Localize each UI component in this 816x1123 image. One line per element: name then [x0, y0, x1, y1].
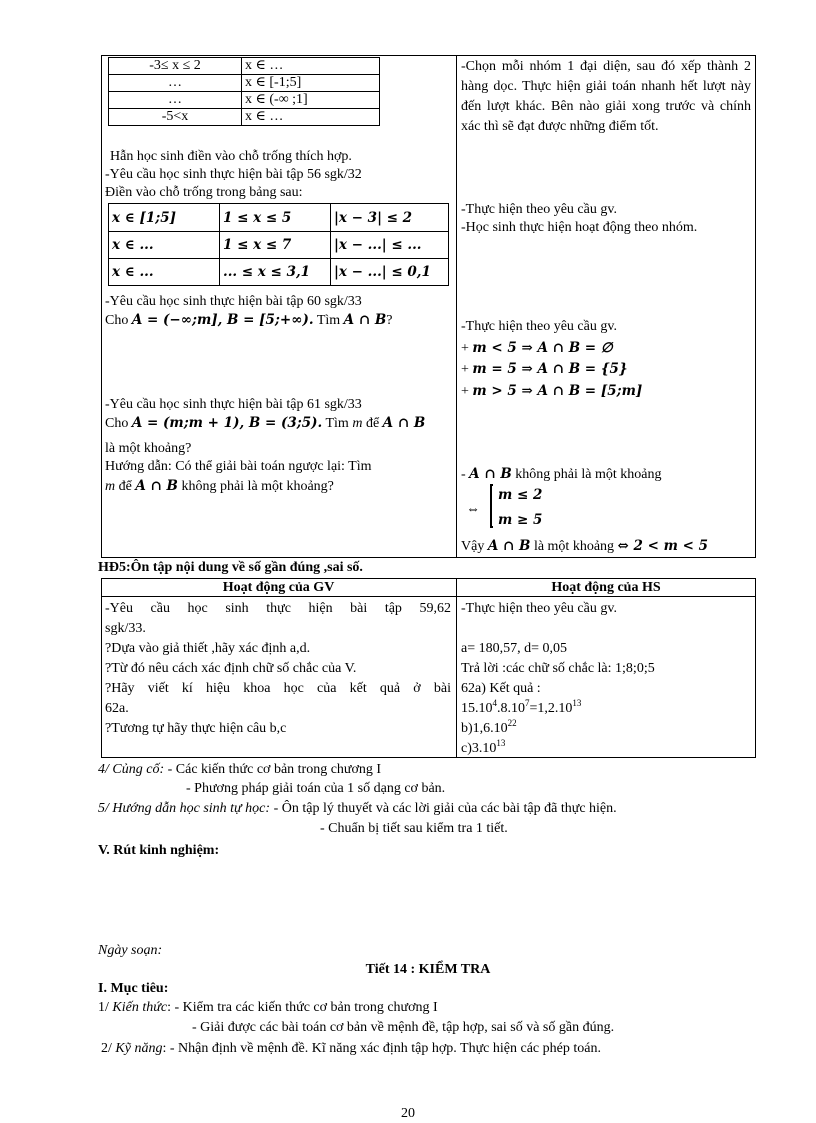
case-expression: m = 5 ⇒ A ∩ B = {5}	[472, 361, 628, 377]
dash: -	[461, 467, 466, 482]
ky-nang-prefix: 2/	[101, 1041, 116, 1056]
table-row	[109, 92, 380, 109]
not-interval-line	[461, 466, 661, 483]
lesson-title: Tiết 14 : KIỂM TRA	[365, 962, 491, 977]
case-line	[461, 340, 613, 357]
cho-label: Cho	[105, 416, 129, 431]
interval-cell: -5<x	[109, 109, 242, 126]
kien-thuc-line2: - Giải được các bài toán cơ bản về mệnh đề, tập hợp, sai số và số gần đúng.	[192, 1020, 615, 1035]
hs-group-activity: -Học sinh thực hiện hoạt động theo nhóm.	[461, 220, 698, 235]
de-label: để	[365, 416, 380, 431]
kien-thuc-line	[98, 999, 438, 1016]
hint-text: Hẫn học sinh điền vào chỗ trống thích hợp.	[110, 149, 352, 164]
fill-instruction: Điền vào chỗ trống trong bảng sau:	[105, 185, 303, 200]
gv-line: -Yêu cầu học sinh thực hiện bài tập 59,62	[105, 601, 451, 616]
ky-nang-text: : - Nhận định về mệnh đề. Kĩ năng xác định tập hợp. Thực hiện các phép toán.	[162, 1041, 601, 1056]
intersection-expression: A ∩ B	[382, 415, 426, 431]
table-row	[109, 58, 380, 75]
group-activity-paragraph: -Chọn mỗi nhóm 1 đại diện, sau đó xếp thành 2 hàng dọc. Thực hiện giải toán nhanh hết lượt này đến lượt khác. Bên nào giải xong trước và chính xác thì sẽ đạt được những điểm tốt.	[461, 59, 751, 134]
gv-line: ?Hãy viết kí hiệu khoa học của kết quả ở bài	[105, 681, 451, 696]
exercise-61-statement	[105, 415, 425, 432]
huong-dan-label: 5/ Hướng dẫn học sinh tự học:	[98, 801, 271, 816]
exercise-61-line2: là một khoảng?	[105, 441, 192, 456]
ky-nang-label: Kỹ năng	[115, 1041, 163, 1056]
abs-cell: x ∈ ...	[109, 232, 220, 259]
hs-line: 62a) Kết quả :	[461, 681, 541, 696]
column-header-gv: Hoạt động của GV	[222, 580, 335, 595]
abs-cell: 1 ≤ x ≤ 5	[220, 204, 331, 232]
hs-line: -Thực hiện theo yêu cầu gv.	[461, 601, 617, 616]
gv-column	[105, 599, 451, 739]
cung-co-line2: - Phương pháp giải toán của 1 số dạng cơ bản.	[186, 781, 446, 796]
interval-table	[108, 57, 380, 126]
set-definition: A = (−∞;m], B = [5;+∞).	[131, 312, 314, 328]
cung-co-label: 4/ Củng cố:	[98, 762, 165, 777]
interval-cell: x ∈ [-1;5]	[242, 75, 380, 92]
exponent: 7	[525, 698, 530, 708]
cho-label: Cho	[105, 313, 129, 328]
conclusion-text: là một khoảng	[533, 539, 615, 554]
table-row	[109, 259, 449, 286]
hs-response: -Thực hiện theo yêu cầu gv.	[461, 202, 617, 217]
interval-cell: x ∈ (-∞ ;1]	[242, 92, 380, 109]
table-row	[109, 75, 380, 92]
huong-dan-line2: - Chuẩn bị tiết sau kiểm tra 1 tiết.	[320, 821, 508, 836]
case-expression: m > 5 ⇒ A ∩ B = [5;m]	[472, 383, 643, 399]
abs-cell: x ∈ ...	[109, 259, 220, 286]
abs-cell: 1 ≤ x ≤ 7	[220, 232, 331, 259]
hs-line	[461, 700, 581, 717]
abs-cell: |x − ...| ≤ ...	[331, 232, 449, 259]
tim-label: Tìm	[325, 416, 349, 431]
abs-cell: x ∈ [1;5]	[109, 204, 220, 232]
cung-co-text: - Các kiến thức cơ bản trong chương I	[164, 762, 382, 777]
conclusion-line	[461, 538, 708, 555]
abs-cell: |x − ...| ≤ 0,1	[331, 259, 449, 286]
intersection-expression: A ∩ B	[343, 312, 387, 328]
interval-cell: …	[109, 75, 242, 92]
table-row	[109, 232, 449, 259]
interval-cell: -3≤ x ≤ 2	[109, 58, 242, 75]
hs-line	[461, 720, 517, 737]
kien-thuc-label: Kiến thức	[112, 1000, 168, 1015]
exercise-60-statement	[105, 312, 392, 329]
page-number: 20	[401, 1106, 415, 1121]
vay-label: Vậy	[461, 539, 485, 554]
interval-cell: x ∈ …	[242, 58, 380, 75]
rut-kinh-nghiem-heading: V. Rút kinh nghiệm:	[98, 843, 220, 858]
hs-line	[461, 740, 505, 757]
interval-cell: …	[109, 92, 242, 109]
intersection-expression: A ∩ B	[487, 538, 531, 554]
plus-sign: +	[461, 362, 469, 377]
sci-notation: 15.10	[461, 701, 493, 716]
muc-tieu-heading: I. Mục tiêu:	[98, 981, 169, 996]
guide-line2	[105, 478, 334, 495]
kien-thuc-prefix: 1/	[98, 1000, 113, 1015]
plus-sign: +	[461, 341, 469, 356]
question-mark: ?	[386, 313, 393, 328]
ngay-soan: Ngày soạn:	[98, 943, 163, 958]
bracket-icon	[490, 484, 493, 528]
hd5-header-divider	[101, 596, 756, 597]
column-header-hs: Hoạt động của HS	[551, 580, 661, 595]
sci-notation: =1,2.10	[529, 701, 573, 716]
intersection-expression: A ∩ B	[469, 466, 512, 482]
case-line	[461, 361, 628, 378]
exponent: 22	[507, 718, 517, 728]
interval-cell: x ∈ …	[242, 109, 380, 126]
exponent: 4	[492, 698, 497, 708]
hs-response: -Thực hiện theo yêu cầu gv.	[461, 319, 617, 334]
plus-sign: +	[461, 384, 469, 399]
gv-line: ?Dựa vào giả thiết ,hãy xác định a,d.	[105, 641, 311, 656]
hs-line: a= 180,57, d= 0,05	[461, 641, 568, 656]
section-heading: HĐ5:Ôn tập nội dung về số gần đúng ,sai số.	[98, 560, 363, 575]
tim-label: Tìm	[316, 313, 341, 328]
top-table-divider	[456, 55, 457, 558]
guide-end: không phải là một khoảng?	[181, 479, 334, 494]
not-interval-text: không phải là một khoảng	[515, 467, 662, 482]
gv-line: ?Tương tự hãy thực hiện câu b,c	[105, 721, 287, 736]
abs-cell: |x − 3| ≤ 2	[331, 204, 449, 232]
abs-cell: ... ≤ x ≤ 3,1	[220, 259, 331, 286]
exponent: 13	[572, 698, 582, 708]
case-line	[461, 383, 642, 400]
condition: m ≥ 5	[498, 512, 543, 528]
hs-line: Trả lời :các chữ số chắc là: 1;8;0;5	[461, 661, 655, 676]
set-definition: A = (m;m + 1), B = (3;5).	[131, 415, 323, 431]
absolute-value-table	[108, 203, 449, 286]
table-row	[109, 109, 380, 126]
conclusion-result: ⇔ 2 < m < 5	[617, 538, 709, 554]
table-row	[109, 204, 449, 232]
exponent: 13	[496, 738, 506, 748]
cung-co-line	[98, 761, 381, 778]
de-label: để	[118, 479, 132, 494]
hd5-table-divider	[456, 578, 457, 758]
gv-line: ?Từ đó nêu cách xác định chữ số chắc của V.	[105, 661, 357, 676]
gv-line: 62a.	[105, 701, 129, 716]
sci-notation: c)3.10	[461, 741, 497, 756]
sci-notation: b)1,6.10	[461, 721, 508, 736]
iff-symbol: ⇔	[466, 502, 480, 517]
exercise-56-text: -Yêu cầu học sinh thực hiện bài tập 56 sgk/32	[105, 167, 362, 182]
exercise-61-text: -Yêu cầu học sinh thực hiện bài tập 61 sgk/33	[105, 397, 362, 412]
sci-notation: .8.10	[497, 701, 525, 716]
gv-line: sgk/33.	[105, 621, 146, 636]
condition: m ≤ 2	[498, 487, 543, 503]
guide-text: Hướng dẫn: Có thể giải bài toán ngược lại: Tìm	[105, 459, 372, 474]
huong-dan-text: - Ôn tập lý thuyết và các lời giải của các bài tập đã thực hiện.	[270, 801, 617, 816]
case-expression: m < 5 ⇒ A ∩ B = ∅	[472, 340, 613, 356]
exercise-60-text: -Yêu cầu học sinh thực hiện bài tập 60 sgk/33	[105, 294, 362, 309]
variable-m: m	[105, 479, 116, 494]
huong-dan-line	[98, 800, 617, 817]
variable-m: m	[352, 416, 363, 431]
intersection-expression: A ∩ B	[135, 478, 178, 494]
ky-nang-line	[101, 1040, 601, 1057]
kien-thuc-text: : - Kiểm tra các kiến thức cơ bản trong chương I	[167, 1000, 438, 1015]
